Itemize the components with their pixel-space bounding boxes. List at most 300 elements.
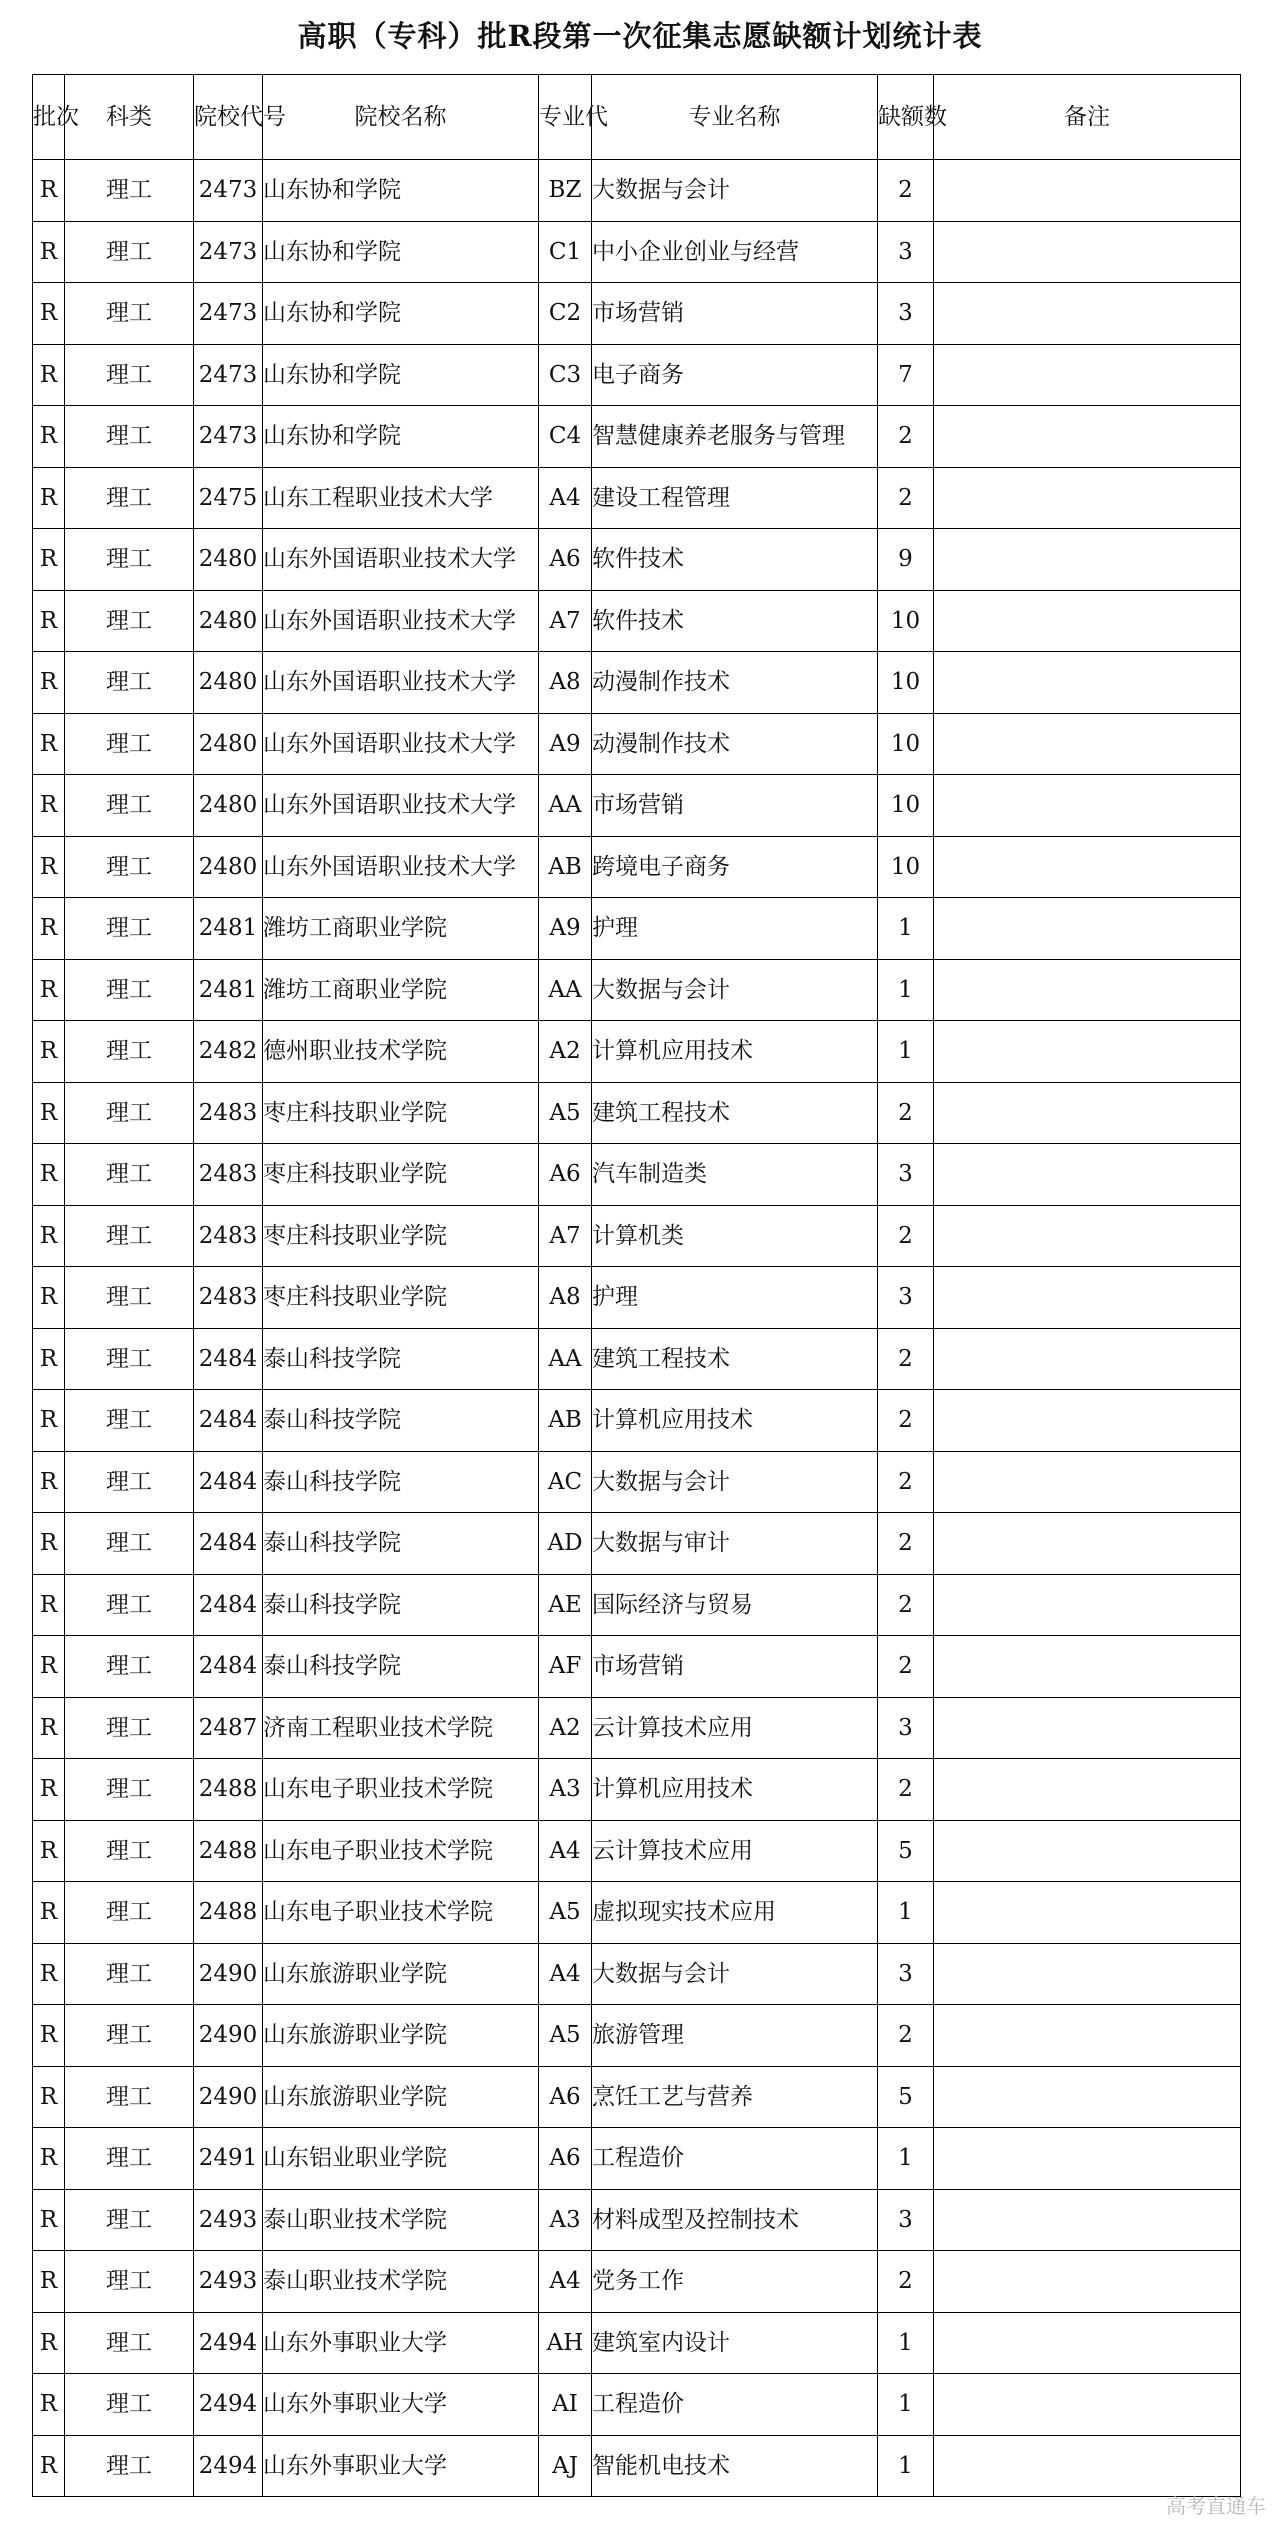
cell-note	[934, 959, 1241, 1021]
cell-major-code: AH	[539, 2312, 592, 2374]
cell-note	[934, 2066, 1241, 2128]
cell-major-name: 护理	[592, 898, 878, 960]
cell-category: 理工	[65, 344, 194, 406]
cell-major-code: AA	[539, 959, 592, 1021]
cell-note	[934, 2005, 1241, 2067]
cell-batch: R	[33, 775, 65, 837]
cell-school-code: 2480	[194, 836, 263, 898]
cell-note	[934, 344, 1241, 406]
table-row	[33, 1267, 1241, 1329]
cell-category: 理工	[65, 283, 194, 345]
cell-note	[934, 406, 1241, 468]
cell-major-code: AC	[539, 1451, 592, 1513]
cell-category: 理工	[65, 221, 194, 283]
table-row	[33, 2066, 1241, 2128]
cell-major-code: AA	[539, 775, 592, 837]
cell-major-code: A9	[539, 713, 592, 775]
cell-category: 理工	[65, 1574, 194, 1636]
cell-batch: R	[33, 1574, 65, 1636]
table-row	[33, 836, 1241, 898]
cell-school-code: 2488	[194, 1820, 263, 1882]
cell-note	[934, 1021, 1241, 1083]
cell-major-name: 建筑工程技术	[592, 1328, 878, 1390]
cell-count: 1	[878, 1021, 934, 1083]
header-category: 科类	[65, 75, 194, 160]
cell-school-name: 泰山职业技术学院	[263, 2251, 539, 2313]
header-row	[33, 75, 1241, 160]
cell-batch: R	[33, 1513, 65, 1575]
cell-school-name: 泰山科技学院	[263, 1513, 539, 1575]
header-major-name: 专业名称	[592, 75, 878, 160]
cell-note	[934, 2128, 1241, 2190]
cell-category: 理工	[65, 1082, 194, 1144]
cell-school-code: 2480	[194, 775, 263, 837]
cell-category: 理工	[65, 775, 194, 837]
cell-major-code: AB	[539, 1390, 592, 1452]
table-row	[33, 898, 1241, 960]
cell-major-code: AB	[539, 836, 592, 898]
cell-major-name: 计算机类	[592, 1205, 878, 1267]
cell-major-code: A2	[539, 1021, 592, 1083]
cell-major-name: 建筑室内设计	[592, 2312, 878, 2374]
cell-count: 1	[878, 2435, 934, 2497]
cell-school-code: 2484	[194, 1513, 263, 1575]
cell-major-name: 中小企业创业与经营	[592, 221, 878, 283]
cell-school-code: 2484	[194, 1574, 263, 1636]
table-row	[33, 160, 1241, 222]
cell-school-code: 2480	[194, 652, 263, 714]
cell-school-code: 2481	[194, 959, 263, 1021]
cell-count: 5	[878, 2066, 934, 2128]
table-row	[33, 1943, 1241, 2005]
cell-school-name: 泰山科技学院	[263, 1636, 539, 1698]
cell-batch: R	[33, 1943, 65, 2005]
table-row	[33, 959, 1241, 1021]
cell-major-code: A8	[539, 652, 592, 714]
cell-school-code: 2488	[194, 1759, 263, 1821]
cell-note	[934, 1390, 1241, 1452]
cell-school-name: 山东旅游职业学院	[263, 2005, 539, 2067]
cell-note	[934, 1882, 1241, 1944]
cell-school-code: 2480	[194, 529, 263, 591]
cell-major-name: 市场营销	[592, 1636, 878, 1698]
cell-major-name: 烹饪工艺与营养	[592, 2066, 878, 2128]
table-row	[33, 1882, 1241, 1944]
cell-count: 2	[878, 1636, 934, 1698]
cell-count: 3	[878, 1144, 934, 1206]
cell-school-name: 泰山科技学院	[263, 1390, 539, 1452]
cell-batch: R	[33, 2128, 65, 2190]
table-row	[33, 221, 1241, 283]
cell-category: 理工	[65, 1697, 194, 1759]
cell-note	[934, 1451, 1241, 1513]
cell-batch: R	[33, 652, 65, 714]
cell-school-name: 山东外事职业大学	[263, 2374, 539, 2436]
cell-school-code: 2473	[194, 160, 263, 222]
cell-note	[934, 836, 1241, 898]
cell-category: 理工	[65, 1451, 194, 1513]
header-batch: 批次	[33, 75, 65, 160]
cell-school-code: 2493	[194, 2189, 263, 2251]
cell-school-name: 潍坊工商职业学院	[263, 959, 539, 1021]
cell-batch: R	[33, 1205, 65, 1267]
cell-note	[934, 1759, 1241, 1821]
cell-major-name: 大数据与审计	[592, 1513, 878, 1575]
cell-major-code: AE	[539, 1574, 592, 1636]
cell-major-name: 党务工作	[592, 2251, 878, 2313]
cell-count: 10	[878, 652, 934, 714]
table-row	[33, 1759, 1241, 1821]
cell-note	[934, 1636, 1241, 1698]
cell-school-name: 德州职业技术学院	[263, 1021, 539, 1083]
cell-school-name: 山东外国语职业技术大学	[263, 529, 539, 591]
cell-category: 理工	[65, 2066, 194, 2128]
cell-major-code: A2	[539, 1697, 592, 1759]
cell-major-code: A6	[539, 529, 592, 591]
cell-major-name: 大数据与会计	[592, 1451, 878, 1513]
cell-batch: R	[33, 590, 65, 652]
cell-note	[934, 2189, 1241, 2251]
cell-major-code: A3	[539, 1759, 592, 1821]
table-row	[33, 1451, 1241, 1513]
cell-count: 2	[878, 467, 934, 529]
cell-major-code: C2	[539, 283, 592, 345]
cell-count: 2	[878, 1390, 934, 1452]
cell-batch: R	[33, 344, 65, 406]
cell-note	[934, 529, 1241, 591]
table-row	[33, 2128, 1241, 2190]
cell-major-code: A6	[539, 2128, 592, 2190]
cell-note	[934, 2251, 1241, 2313]
cell-batch: R	[33, 2251, 65, 2313]
cell-major-code: BZ	[539, 160, 592, 222]
cell-batch: R	[33, 1636, 65, 1698]
cell-batch: R	[33, 2435, 65, 2497]
cell-major-code: AI	[539, 2374, 592, 2436]
cell-school-name: 山东电子职业技术学院	[263, 1759, 539, 1821]
header-note: 备注	[934, 75, 1241, 160]
cell-batch: R	[33, 2374, 65, 2436]
cell-count: 2	[878, 1574, 934, 1636]
cell-note	[934, 160, 1241, 222]
cell-major-code: C1	[539, 221, 592, 283]
cell-major-name: 计算机应用技术	[592, 1021, 878, 1083]
cell-category: 理工	[65, 959, 194, 1021]
cell-note	[934, 1205, 1241, 1267]
cell-batch: R	[33, 160, 65, 222]
cell-school-code: 2483	[194, 1082, 263, 1144]
cell-batch: R	[33, 1267, 65, 1329]
header-school-name: 院校名称	[263, 75, 539, 160]
cell-major-code: C3	[539, 344, 592, 406]
cell-count: 7	[878, 344, 934, 406]
cell-school-name: 枣庄科技职业学院	[263, 1144, 539, 1206]
cell-note	[934, 1144, 1241, 1206]
cell-category: 理工	[65, 406, 194, 468]
cell-note	[934, 1574, 1241, 1636]
cell-count: 3	[878, 1267, 934, 1329]
table-row	[33, 1082, 1241, 1144]
cell-count: 2	[878, 1451, 934, 1513]
table-row	[33, 652, 1241, 714]
cell-major-name: 智能机电技术	[592, 2435, 878, 2497]
cell-category: 理工	[65, 898, 194, 960]
cell-category: 理工	[65, 1267, 194, 1329]
cell-count: 1	[878, 2374, 934, 2436]
cell-school-name: 山东协和学院	[263, 283, 539, 345]
cell-major-name: 市场营销	[592, 775, 878, 837]
table-row	[33, 1021, 1241, 1083]
cell-batch: R	[33, 959, 65, 1021]
cell-school-code: 2491	[194, 2128, 263, 2190]
cell-school-code: 2484	[194, 1390, 263, 1452]
cell-major-code: A9	[539, 898, 592, 960]
cell-batch: R	[33, 467, 65, 529]
cell-school-code: 2473	[194, 283, 263, 345]
cell-major-code: A7	[539, 1205, 592, 1267]
table-row	[33, 1820, 1241, 1882]
cell-batch: R	[33, 1697, 65, 1759]
cell-count: 2	[878, 2251, 934, 2313]
cell-major-name: 工程造价	[592, 2128, 878, 2190]
cell-category: 理工	[65, 1021, 194, 1083]
cell-batch: R	[33, 898, 65, 960]
cell-category: 理工	[65, 1205, 194, 1267]
cell-count: 10	[878, 713, 934, 775]
table-row	[33, 2374, 1241, 2436]
cell-count: 2	[878, 1205, 934, 1267]
cell-major-name: 市场营销	[592, 283, 878, 345]
cell-count: 3	[878, 283, 934, 345]
cell-category: 理工	[65, 2128, 194, 2190]
cell-school-name: 泰山职业技术学院	[263, 2189, 539, 2251]
header-school-code: 院校代号	[194, 75, 263, 160]
cell-major-code: A5	[539, 1882, 592, 1944]
quota-table	[32, 74, 1241, 2497]
table-row	[33, 1390, 1241, 1452]
cell-school-name: 泰山科技学院	[263, 1451, 539, 1513]
cell-major-code: A6	[539, 2066, 592, 2128]
cell-count: 1	[878, 2128, 934, 2190]
cell-school-code: 2487	[194, 1697, 263, 1759]
page-title: 高职（专科）批R段第一次征集志愿缺额计划统计表	[297, 19, 983, 53]
cell-note	[934, 1943, 1241, 2005]
cell-school-name: 山东协和学院	[263, 160, 539, 222]
table-row	[33, 467, 1241, 529]
cell-batch: R	[33, 406, 65, 468]
cell-school-name: 山东外事职业大学	[263, 2435, 539, 2497]
cell-count: 1	[878, 1882, 934, 1944]
table-row	[33, 1697, 1241, 1759]
cell-count: 3	[878, 1943, 934, 2005]
cell-major-name: 建筑工程技术	[592, 1082, 878, 1144]
cell-category: 理工	[65, 1882, 194, 1944]
cell-major-code: A3	[539, 2189, 592, 2251]
table-row	[33, 2189, 1241, 2251]
cell-school-code: 2481	[194, 898, 263, 960]
cell-school-code: 2484	[194, 1451, 263, 1513]
cell-category: 理工	[65, 1820, 194, 1882]
watermark: 高考直通车	[1166, 2494, 1266, 2518]
cell-note	[934, 1082, 1241, 1144]
cell-count: 2	[878, 1759, 934, 1821]
cell-school-code: 2480	[194, 713, 263, 775]
cell-note	[934, 283, 1241, 345]
cell-school-code: 2482	[194, 1021, 263, 1083]
cell-school-code: 2483	[194, 1267, 263, 1329]
cell-major-code: AJ	[539, 2435, 592, 2497]
cell-school-code: 2490	[194, 1943, 263, 2005]
cell-major-name: 汽车制造类	[592, 1144, 878, 1206]
cell-category: 理工	[65, 1144, 194, 1206]
cell-major-code: A6	[539, 1144, 592, 1206]
table-row	[33, 2312, 1241, 2374]
cell-school-name: 泰山科技学院	[263, 1328, 539, 1390]
cell-category: 理工	[65, 1390, 194, 1452]
cell-major-name: 跨境电子商务	[592, 836, 878, 898]
cell-school-name: 山东外国语职业技术大学	[263, 713, 539, 775]
cell-note	[934, 1267, 1241, 1329]
cell-category: 理工	[65, 590, 194, 652]
cell-note	[934, 713, 1241, 775]
cell-note	[934, 775, 1241, 837]
cell-school-code: 2483	[194, 1205, 263, 1267]
table-row	[33, 1636, 1241, 1698]
cell-school-code: 2493	[194, 2251, 263, 2313]
cell-batch: R	[33, 2066, 65, 2128]
table-row	[33, 1513, 1241, 1575]
cell-school-code: 2473	[194, 344, 263, 406]
cell-count: 3	[878, 2189, 934, 2251]
cell-batch: R	[33, 1390, 65, 1452]
cell-note	[934, 2435, 1241, 2497]
cell-school-name: 山东外事职业大学	[263, 2312, 539, 2374]
cell-batch: R	[33, 1882, 65, 1944]
cell-school-code: 2480	[194, 590, 263, 652]
cell-count: 5	[878, 1820, 934, 1882]
cell-school-name: 山东工程职业技术大学	[263, 467, 539, 529]
cell-count: 10	[878, 775, 934, 837]
cell-major-code: A4	[539, 1820, 592, 1882]
cell-batch: R	[33, 2189, 65, 2251]
cell-major-name: 国际经济与贸易	[592, 1574, 878, 1636]
cell-school-name: 山东协和学院	[263, 221, 539, 283]
cell-major-name: 建设工程管理	[592, 467, 878, 529]
cell-major-name: 智慧健康养老服务与管理	[592, 406, 878, 468]
cell-school-name: 泰山科技学院	[263, 1574, 539, 1636]
cell-major-code: A4	[539, 467, 592, 529]
cell-school-code: 2490	[194, 2066, 263, 2128]
cell-major-code: A8	[539, 1267, 592, 1329]
cell-batch: R	[33, 836, 65, 898]
cell-major-name: 计算机应用技术	[592, 1759, 878, 1821]
cell-school-name: 枣庄科技职业学院	[263, 1205, 539, 1267]
cell-category: 理工	[65, 467, 194, 529]
table-row	[33, 2005, 1241, 2067]
table-row	[33, 406, 1241, 468]
cell-major-name: 旅游管理	[592, 2005, 878, 2067]
cell-count: 3	[878, 1697, 934, 1759]
table-row	[33, 1574, 1241, 1636]
cell-school-name: 山东旅游职业学院	[263, 2066, 539, 2128]
table-body	[33, 160, 1241, 2497]
cell-major-name: 软件技术	[592, 529, 878, 591]
cell-category: 理工	[65, 529, 194, 591]
cell-count: 1	[878, 959, 934, 1021]
cell-major-name: 动漫制作技术	[592, 652, 878, 714]
cell-major-code: A5	[539, 2005, 592, 2067]
table-row	[33, 2435, 1241, 2497]
cell-major-name: 材料成型及控制技术	[592, 2189, 878, 2251]
cell-school-code: 2494	[194, 2435, 263, 2497]
cell-category: 理工	[65, 2189, 194, 2251]
cell-major-code: AA	[539, 1328, 592, 1390]
table-row	[33, 1144, 1241, 1206]
cell-batch: R	[33, 1328, 65, 1390]
cell-school-name: 枣庄科技职业学院	[263, 1082, 539, 1144]
cell-count: 2	[878, 2005, 934, 2067]
cell-school-code: 2494	[194, 2312, 263, 2374]
cell-count: 2	[878, 1513, 934, 1575]
cell-school-name: 枣庄科技职业学院	[263, 1267, 539, 1329]
cell-major-code: A5	[539, 1082, 592, 1144]
cell-batch: R	[33, 1144, 65, 1206]
cell-major-name: 计算机应用技术	[592, 1390, 878, 1452]
cell-category: 理工	[65, 1513, 194, 1575]
cell-count: 2	[878, 1082, 934, 1144]
cell-major-name: 虚拟现实技术应用	[592, 1882, 878, 1944]
cell-batch: R	[33, 713, 65, 775]
cell-batch: R	[33, 1759, 65, 1821]
cell-school-name: 济南工程职业技术学院	[263, 1697, 539, 1759]
cell-count: 10	[878, 836, 934, 898]
cell-major-name: 软件技术	[592, 590, 878, 652]
cell-note	[934, 1820, 1241, 1882]
cell-school-code: 2483	[194, 1144, 263, 1206]
cell-school-name: 山东外国语职业技术大学	[263, 775, 539, 837]
cell-count: 1	[878, 898, 934, 960]
cell-note	[934, 1328, 1241, 1390]
cell-category: 理工	[65, 2374, 194, 2436]
table-row	[33, 2251, 1241, 2313]
cell-note	[934, 221, 1241, 283]
cell-school-name: 山东外国语职业技术大学	[263, 590, 539, 652]
cell-school-name: 山东电子职业技术学院	[263, 1820, 539, 1882]
table-row	[33, 344, 1241, 406]
cell-note	[934, 1697, 1241, 1759]
table-row	[33, 283, 1241, 345]
cell-school-code: 2494	[194, 2374, 263, 2436]
cell-batch: R	[33, 221, 65, 283]
cell-category: 理工	[65, 652, 194, 714]
cell-school-code: 2484	[194, 1636, 263, 1698]
cell-count: 2	[878, 406, 934, 468]
cell-school-name: 山东外国语职业技术大学	[263, 652, 539, 714]
cell-note	[934, 652, 1241, 714]
cell-major-name: 云计算技术应用	[592, 1697, 878, 1759]
cell-school-code: 2490	[194, 2005, 263, 2067]
cell-major-code: C4	[539, 406, 592, 468]
cell-school-code: 2488	[194, 1882, 263, 1944]
cell-category: 理工	[65, 1636, 194, 1698]
table-row	[33, 775, 1241, 837]
cell-school-name: 山东协和学院	[263, 406, 539, 468]
cell-count: 2	[878, 1328, 934, 1390]
cell-category: 理工	[65, 1943, 194, 2005]
table-row	[33, 529, 1241, 591]
cell-batch: R	[33, 1820, 65, 1882]
cell-category: 理工	[65, 836, 194, 898]
